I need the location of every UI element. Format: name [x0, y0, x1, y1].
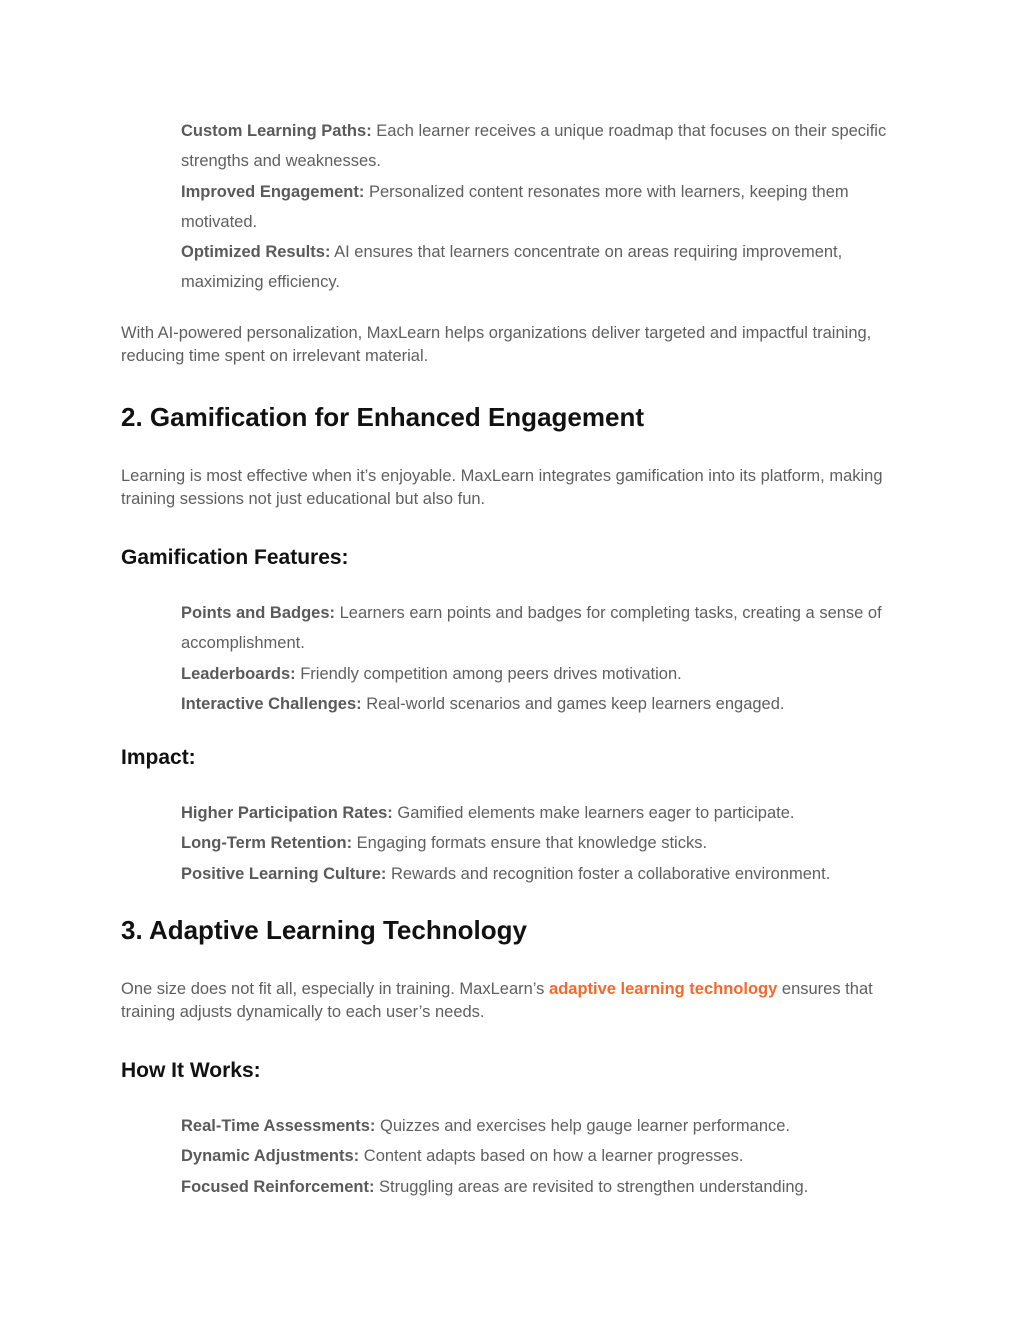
list-item: [181, 1172, 911, 1202]
list-item-term: Higher Participation Rates:: [181, 804, 393, 822]
personalization-summary-paragraph: With AI-powered personalization, MaxLearn helps organizations deliver targeted and impactful training, reducing time spent on irrelevant material.: [121, 324, 872, 365]
list-item: [181, 689, 911, 719]
list-item-text: Struggling areas are revisited to strengthen understanding.: [374, 1177, 809, 1196]
personalization-benefits-list: [181, 116, 911, 298]
list-item-text: Engaging formats ensure that knowledge sticks.: [352, 834, 708, 853]
list-item: [181, 1141, 911, 1171]
list-item: [181, 598, 911, 659]
list-item-term: Improved Engagement:: [181, 182, 365, 201]
list-item-term: Points and Badges:: [181, 604, 336, 622]
section-2-intro-paragraph: Learning is most effective when it’s enjoyable. MaxLearn integrates gamification into its platform, making training sessions not just educational but also fun.: [121, 467, 883, 508]
section-3-heading: 3. Adaptive Learning Technology: [121, 915, 527, 945]
list-item-text: Rewards and recognition foster a collaborative environment.: [386, 864, 831, 883]
section-3-intro-paragraph: [121, 978, 911, 1024]
list-item-term: Positive Learning Culture:: [181, 864, 387, 883]
list-item-term: Focused Reinforcement:: [181, 1177, 375, 1196]
list-item-text: Friendly competition among peers drives motivation.: [295, 664, 682, 683]
impact-list: [181, 798, 911, 889]
list-item: [181, 659, 911, 689]
list-item: [181, 1111, 911, 1141]
intro-text-before: One size does not fit all, especially in training. MaxLearn’s: [121, 980, 550, 998]
list-item: [181, 828, 911, 858]
how-it-works-list: [181, 1111, 911, 1202]
list-item-text: Gamified elements make learners eager to participate.: [392, 804, 795, 822]
impact-heading: Impact:: [121, 746, 196, 769]
adaptive-learning-technology-link[interactable]: adaptive learning technology: [549, 980, 778, 998]
list-item-term: Optimized Results:: [181, 243, 331, 262]
section-2-heading: 2. Gamification for Enhanced Engagement: [121, 402, 644, 432]
list-item-text: AI ensures that learners concentrate on areas requiring improvement, maximizing efficiency.: [181, 243, 843, 292]
list-item-term: Dynamic Adjustments:: [181, 1147, 360, 1166]
list-item-term: Leaderboards:: [181, 664, 296, 683]
how-it-works-heading: How It Works:: [121, 1059, 261, 1082]
list-item-text: Content adapts based on how a learner progresses.: [359, 1147, 744, 1166]
list-item: [181, 237, 911, 298]
list-item-text: Real-world scenarios and games keep learners engaged.: [361, 694, 785, 713]
list-item-term: Real-Time Assessments:: [181, 1117, 376, 1135]
gamification-features-heading: Gamification Features:: [121, 546, 349, 569]
list-item: [181, 116, 911, 177]
list-item-text: Personalized content resonates more with learners, keeping them motivated.: [181, 182, 849, 231]
list-item-term: Interactive Challenges:: [181, 694, 362, 713]
list-item: [181, 798, 911, 828]
list-item: [181, 177, 911, 238]
list-item-text: Each learner receives a unique roadmap that focuses on their specific strengths and weaknesses.: [181, 122, 887, 171]
gamification-features-list: [181, 598, 911, 719]
list-item-text: Learners earn points and badges for completing tasks, creating a sense of accomplishment.: [181, 604, 882, 653]
list-item-term: Long-Term Retention:: [181, 834, 353, 853]
list-item: [181, 859, 911, 889]
list-item-term: Custom Learning Paths:: [181, 122, 372, 140]
list-item-text: Quizzes and exercises help gauge learner performance.: [375, 1117, 790, 1135]
intro-text-after: ensures that training adjusts dynamically to each user’s needs.: [121, 980, 873, 1021]
